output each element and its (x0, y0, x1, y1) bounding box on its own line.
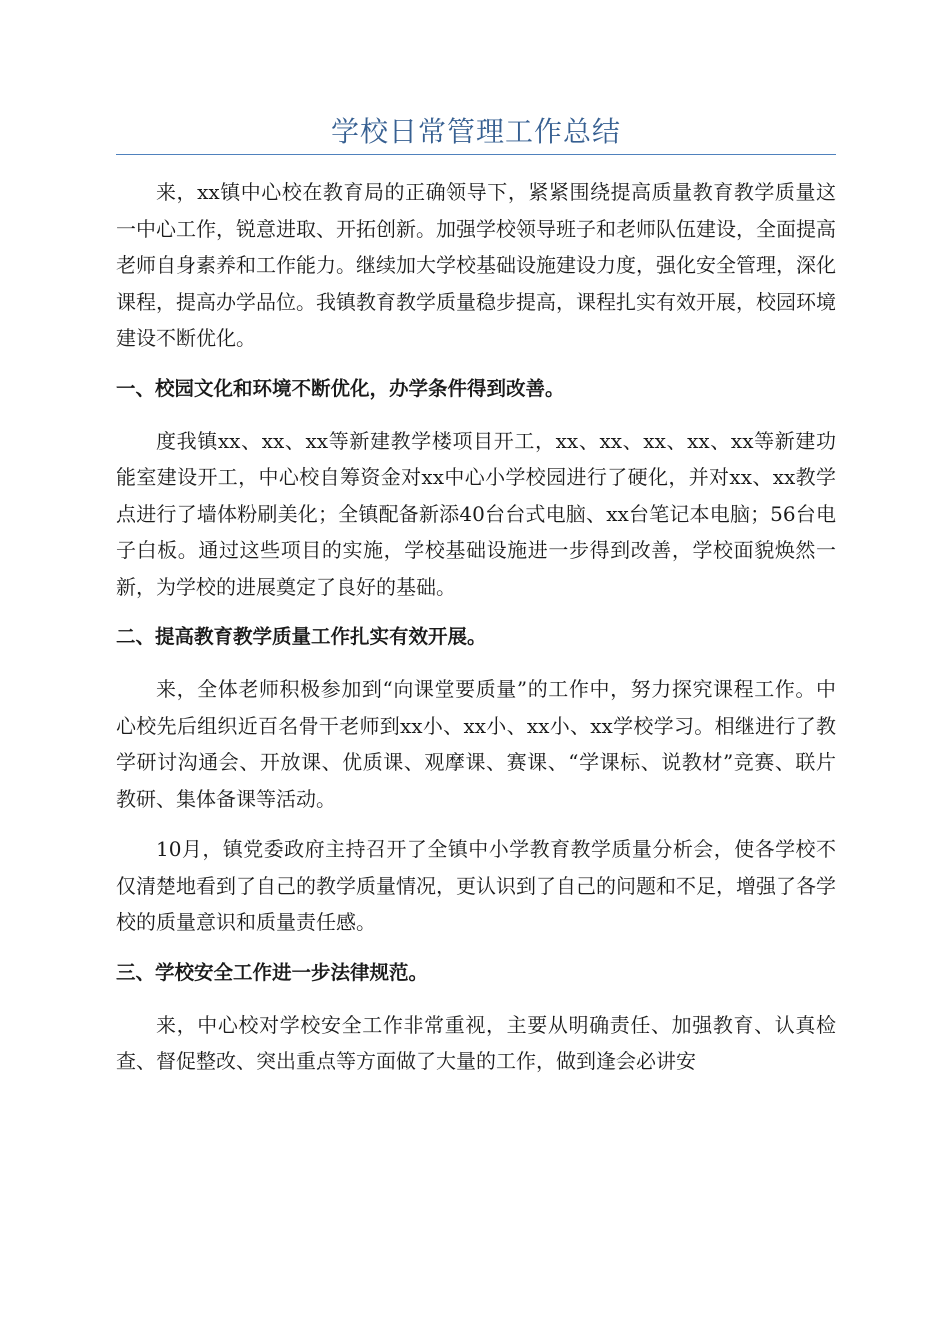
document-title: 学校日常管理工作总结 (330, 115, 621, 148)
intro-paragraph: 来，xx镇中心校在教育局的正确领导下，紧紧围绕提高质量教育教学质量这一中心工作，锐意进取、开拓创新。加强学校领导班子和老师队伍建设，全面提高老师自身素养和工作能力。继续加大学校基础设施建设力度，强化安全管理，深化课程，提高办学品位。我镇教育教学质量稳步提高，课程扎实有效开展，校园环境建设不断优化。 (116, 180, 836, 350)
section-2-paragraph-1: 来，全体老师积极参加到“向课堂要质量”的工作中，努力探究课程工作。中心校先后组织近百名骨干老师到xx小、xx小、xx小、xx学校学习。相继进行了教学研讨沟通会、开放课、优质课、观摩课、赛课、“学课标、说教材”竞赛、联片教研、集体备课等活动。 (116, 677, 836, 811)
section-heading-1: 一、校园文化和环境不断优化，办学条件得到改善。 (116, 376, 565, 400)
document-body (116, 174, 836, 1094)
section-heading-3: 三、学校安全工作进一步法律规范。 (116, 960, 429, 984)
section-2-paragraph-2: 10月，镇党委政府主持召开了全镇中小学教育教学质量分析会，使各学校不仅清楚地看到了自己的教学质量情况，更认识到了自己的问题和不足，增强了各学校的质量意识和质量责任感。 (116, 837, 836, 934)
title-underline (116, 154, 836, 155)
section-3-paragraph: 来，中心校对学校安全工作非常重视，主要从明确责任、加强教育、认真检查、督促整改、突出重点等方面做了大量的工作，做到逢会必讲安 (116, 1012, 836, 1073)
section-1-paragraph: 度我镇xx、xx、xx等新建教学楼项目开工，xx、xx、xx、xx、xx等新建功能室建设开工，中心校自筹资金对xx中心小学校园进行了硬化，并对xx、xx教学点进行了墙体粉刷美化；全镇配备新添40台台式电脑、xx台笔记本电脑；56台电子白板。通过这些项目的实施，学校基础设施进一步得到改善，学校面貌焕然一新，为学校的进展奠定了良好的基础。 (116, 428, 836, 599)
section-heading-2: 二、提高教育教学质量工作扎实有效开展。 (116, 625, 487, 648)
